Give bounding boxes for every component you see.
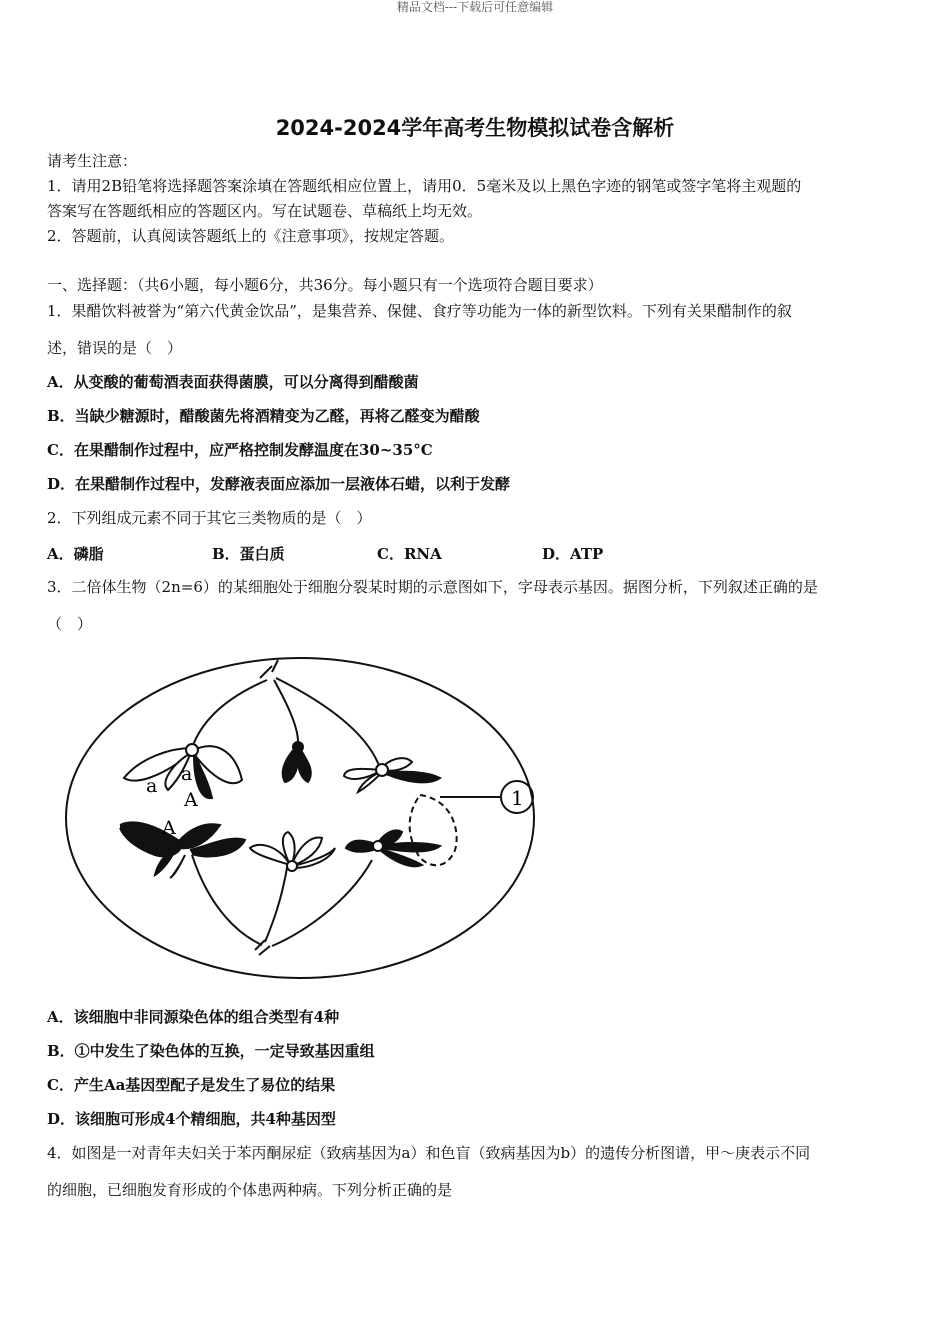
gene-label-a-2: a xyxy=(181,763,193,785)
notice-item-2: 2．答题前，认真阅读答题纸上的《注意事项》，按规定答题。 xyxy=(47,227,455,245)
q2-option-b: B．蛋白质 xyxy=(212,545,285,563)
chromosome-top-middle xyxy=(283,742,311,782)
gene-label-A-2: A xyxy=(162,817,176,839)
notice-item-1-line-1: 1．请用2B铅笔将选择题答案涂填在答题纸相应位置上，请用0．5毫米及以上黑色字迹的钢笔或签字笔将主观题的 xyxy=(47,177,802,195)
cell-division-figure xyxy=(60,650,550,985)
q1-stem-line-2: 述，错误的是（ ） xyxy=(47,339,183,357)
q1-option-c: C．在果醋制作过程中，应严格控制发酵温度在30~35°C xyxy=(47,441,433,459)
q4-stem-line-2: 的细胞，已细胞发育形成的个体患两种病。下列分析正确的是 xyxy=(47,1181,453,1199)
q2-option-d: D．ATP xyxy=(542,545,604,563)
q1-stem-line-1: 1．果醋饮料被誉为“第六代黄金饮品”，是集营养、保健、食疗等功能为一体的新型饮料。下列有关果醋制作的叙 xyxy=(47,302,792,320)
q3-option-c: C．产生Aa基因型配子是发生了易位的结果 xyxy=(47,1076,336,1094)
notice-item-1-line-2: 答案写在答题纸相应的答题区内。写在试题卷、草稿纸上均无效。 xyxy=(47,202,483,220)
chromosome-bottom-left xyxy=(120,822,245,878)
chromosome-top-right xyxy=(344,758,440,792)
q3-stem-line-2: （ ） xyxy=(47,615,93,633)
chromosome-bottom-right xyxy=(346,830,440,866)
cell-membrane xyxy=(66,658,534,978)
gene-label-a-1: a xyxy=(146,775,158,797)
q1-option-a: A．从变酸的葡萄酒表面获得菌膜，可以分离得到醋酸菌 xyxy=(47,373,419,391)
q2-option-c: C．RNA xyxy=(377,545,442,563)
q1-option-d: D．在果醋制作过程中，发酵液表面应添加一层液体石蜡，以利于发酵 xyxy=(47,475,511,493)
q3-option-d: D．该细胞可形成4个精细胞，共4种基因型 xyxy=(47,1110,336,1128)
section-heading: 一、选择题：（共6小题，每小题6分，共36分。每小题只有一个选项符合题目要求） xyxy=(47,276,603,294)
q3-option-b: B．①中发生了染色体的互换，一定导致基因重组 xyxy=(47,1042,375,1060)
label-1-text: 1 xyxy=(511,786,524,810)
q2-option-a: A．磷脂 xyxy=(47,545,104,563)
notice-heading: 请考生注意： xyxy=(47,152,138,170)
q1-option-b: B．当缺少糖源时，醋酸菌先将酒精变为乙醛，再将乙醛变为醋酸 xyxy=(47,407,480,425)
q3-stem-line-1: 3．二倍体生物（2n=6）的某细胞处于细胞分裂某时期的示意图如下，字母表示基因。据图分析，下列叙述正确的是 xyxy=(47,578,818,596)
q3-option-a: A．该细胞中非同源染色体的组合类型有4种 xyxy=(47,1008,340,1026)
q4-stem-line-1: 4．如图是一对青年夫妇关于苯丙酮尿症（致病基因为a）和色盲（致病基因为b）的遗传分析图谱，甲～庚表示不同 xyxy=(47,1144,811,1162)
dashed-region xyxy=(416,795,457,865)
q2-stem: 2．下列组成元素不同于其它三类物质的是（ ） xyxy=(47,509,372,527)
header-note: 精品文档---下载后可任意编辑 xyxy=(396,0,554,14)
page-title: 2024-2024学年高考生物模拟试卷含解析 xyxy=(275,116,675,140)
centrosome-top xyxy=(260,660,278,678)
chromosome-bottom-middle xyxy=(250,832,335,871)
gene-label-A-1: A xyxy=(184,789,198,811)
